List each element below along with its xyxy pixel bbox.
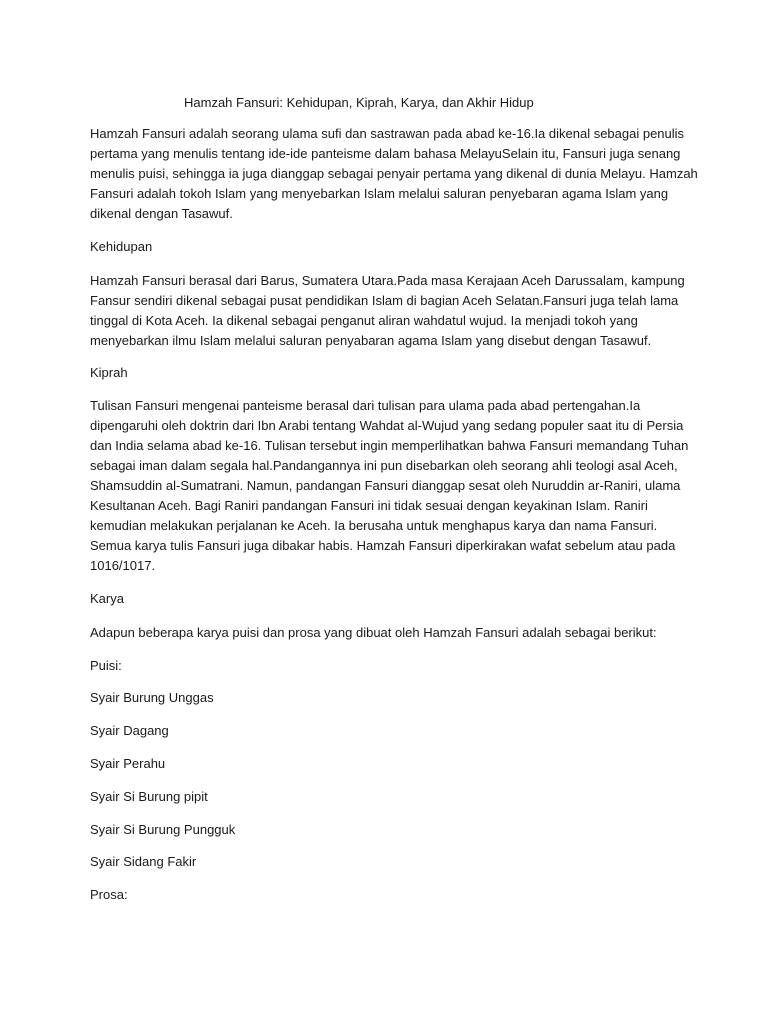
text-line: dipengaruhi oleh doktrin dari Ibn Arabi tentang Wahdat al-Wujud yang sedang populer saat itu di Persia <box>90 418 684 433</box>
list-item: Syair Sidang Fakir <box>90 854 197 869</box>
text-line: pertama yang menulis tentang ide-ide panteisme dalam bahasa MelayuSelain itu, Fansuri juga senang <box>90 146 681 161</box>
puisi-label: Puisi: <box>90 658 122 673</box>
text-line: Tulisan Fansuri mengenai panteisme berasal dari tulisan para ulama pada abad pertengahan.Ia <box>90 398 641 413</box>
text-line: menyebarkan ilmu Islam melalui saluran penyabaran agama Islam yang disebut dengan Tasawuf. <box>90 333 652 348</box>
text-line: 1016/1017. <box>90 558 156 573</box>
text-line: Fansuri adalah tokoh Islam yang menyebarkan Islam melalui saluran penyebaran agama Islam yang <box>90 186 669 201</box>
text-line: Fansur sendiri dikenal sebagai pusat pendidikan Islam di bagian Aceh Selatan.Fansuri juga telah lama <box>90 293 679 308</box>
list-item: Syair Si Burung Pungguk <box>90 822 236 837</box>
text-line: Semua karya tulis Fansuri juga dibakar habis. Hamzah Fansuri diperkirakan wafat sebelum atau pada <box>90 538 676 553</box>
list-item: Syair Burung Unggas <box>90 690 214 705</box>
text-line: tinggal di Kota Aceh. Ia dikenal sebagai penganut aliran wahdatul wujud. Ia menjadi tokoh yang <box>90 313 638 328</box>
text-line: sebagai iman dalam segala hal.Pandangannya ini pun disebarkan oleh seorang ahli teologi asal Aceh, <box>90 458 678 473</box>
heading-karya: Karya <box>90 591 124 606</box>
list-item: Syair Si Burung pipit <box>90 789 208 804</box>
intro-paragraph <box>90 124 698 224</box>
text-line: Hamzah Fansuri adalah seorang ulama sufi dan sastrawan pada abad ke-16.Ia dikenal sebagai penulis <box>90 126 685 141</box>
text-line: dikenal dengan Tasawuf. <box>90 206 233 221</box>
text-line: Kesultanan Aceh. Bagi Raniri pandangan Fansuri ini tidak sesuai dengan keyakinan Islam. Raniri <box>90 498 648 513</box>
list-item: Syair Perahu <box>90 756 166 771</box>
heading-kehidupan: Kehidupan <box>90 239 153 254</box>
text-line: dan India selama abad ke-16. Tulisan tersebut ingin memperlihatkan bahwa Fansuri memandang Tuhan <box>90 438 689 453</box>
kehidupan-paragraph <box>90 271 690 351</box>
text-line: Hamzah Fansuri berasal dari Barus, Sumatera Utara.Pada masa Kerajaan Aceh Darussalam, kampung <box>90 273 685 288</box>
text-line: Shamsuddin al-Sumatrani. Namun, pandangan Fansuri dianggap sesat oleh Nuruddin ar-Raniri, ulama <box>90 478 681 493</box>
prosa-label: Prosa: <box>90 887 128 902</box>
list-item: Syair Dagang <box>90 723 169 738</box>
kiprah-paragraph <box>90 396 690 576</box>
text-line: kemudian melakukan perjalanan ke Aceh. Ia berusaha untuk menghapus karya dan nama Fansuri. <box>90 518 658 533</box>
document-title: Hamzah Fansuri: Kehidupan, Kiprah, Karya, dan Akhir Hidup <box>184 95 534 110</box>
text-line: menulis puisi, sehingga ia juga dianggap sebagai penyair pertama yang dikenal di dunia Melayu. Hamzah <box>90 166 698 181</box>
heading-kiprah: Kiprah <box>90 365 128 380</box>
karya-intro: Adapun beberapa karya puisi dan prosa yang dibuat oleh Hamzah Fansuri adalah sebagai berikut: <box>90 625 657 640</box>
